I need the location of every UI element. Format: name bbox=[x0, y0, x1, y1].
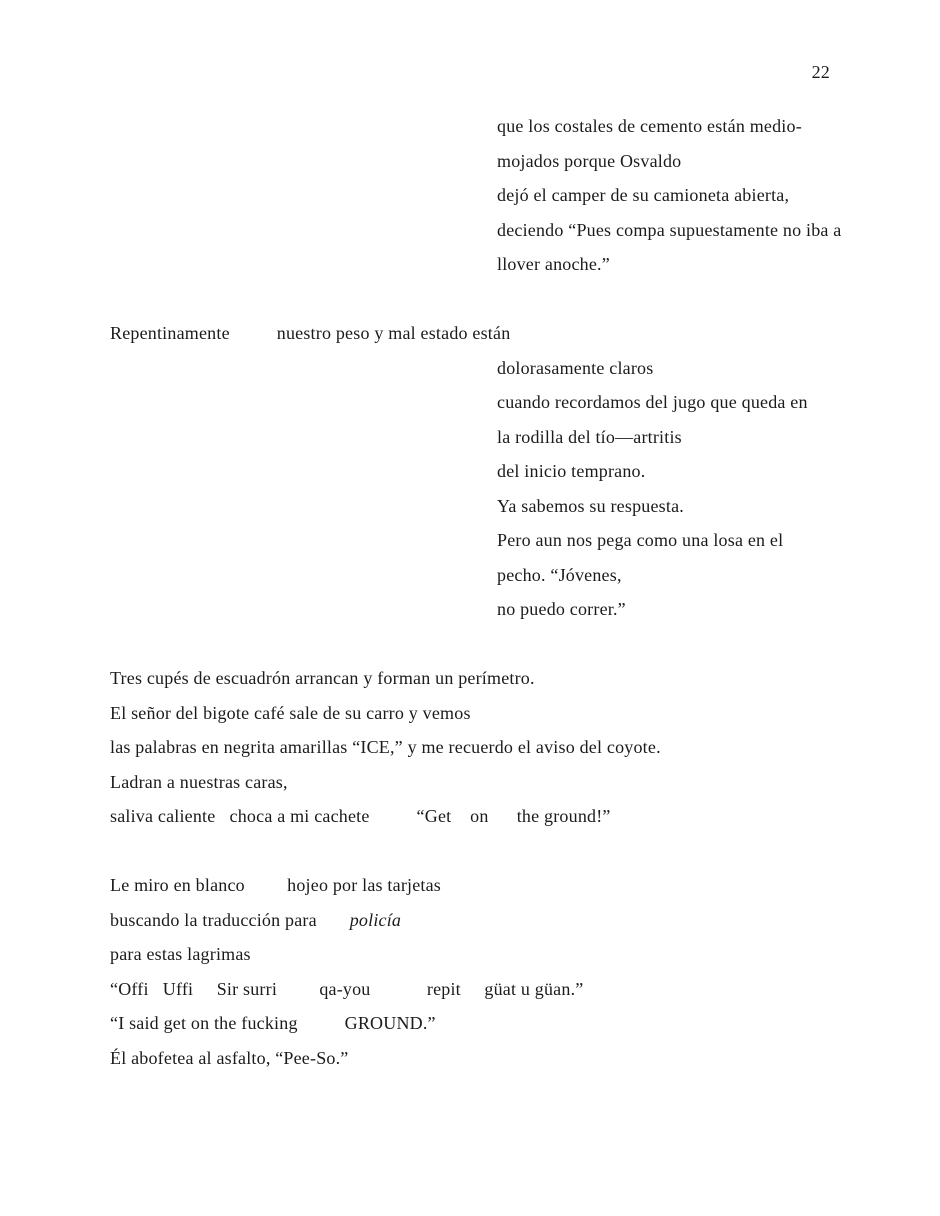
poem-line: deciendo “Pues compa supuestamente no iba a bbox=[497, 219, 842, 240]
poem-line-text: buscando la traducción para bbox=[110, 909, 350, 930]
poem-line: las palabras en negrita amarillas “ICE,” y me recuerdo el aviso del coyote. bbox=[110, 737, 661, 757]
poem-body bbox=[110, 109, 880, 1075]
poem-line: “I said get on the fucking GROUND.” bbox=[110, 1013, 436, 1033]
poem-line: la rodilla del tío—artritis bbox=[497, 426, 682, 447]
poem-line: Pero aun nos pega como una losa en el bbox=[497, 530, 784, 550]
poem-line: Repentinamente nuestro peso y mal estado están bbox=[110, 323, 511, 343]
poem-line bbox=[110, 903, 880, 938]
poem-line: llover anoche.” bbox=[497, 254, 610, 274]
poem-line: del inicio temprano. bbox=[497, 461, 646, 481]
poem-line: pecho. “Jóvenes, bbox=[497, 564, 622, 585]
poem-line: dolorasamente claros bbox=[497, 357, 654, 378]
poem-line: saliva caliente choca a mi cachete “Get on the ground!” bbox=[110, 806, 611, 826]
poem-line: para estas lagrimas bbox=[110, 944, 251, 964]
italic-word-policia: policía bbox=[349, 909, 402, 930]
poem-line: Tres cupés de escuadrón arrancan y forman un perímetro. bbox=[110, 668, 535, 688]
poem-line: Él abofetea al asfalto, “Pee-So.” bbox=[110, 1047, 349, 1068]
poem-line: mojados porque Osvaldo bbox=[497, 150, 682, 171]
poem-line: no puedo correr.” bbox=[497, 599, 626, 619]
poem-line-blank bbox=[110, 282, 880, 317]
poem-line: que los costales de cemento están medio- bbox=[497, 116, 802, 136]
poem-line: dejó el camper de su camioneta abierta, bbox=[497, 185, 790, 205]
poem-line: “Offi Uffi Sir surri qa-you repit güat u güan.” bbox=[110, 978, 584, 999]
poem-line: Ladran a nuestras caras, bbox=[110, 771, 288, 792]
poem-line: El señor del bigote café sale de su carro y vemos bbox=[110, 702, 471, 723]
poem-line-blank bbox=[110, 834, 880, 869]
poem-line: Le miro en blanco hojeo por las tarjetas bbox=[110, 875, 441, 895]
poem-line: Ya sabemos su respuesta. bbox=[497, 495, 684, 516]
poem-line-blank bbox=[110, 627, 880, 662]
poem-line: cuando recordamos del jugo que queda en bbox=[497, 392, 808, 412]
page-number: 22 bbox=[811, 62, 830, 82]
